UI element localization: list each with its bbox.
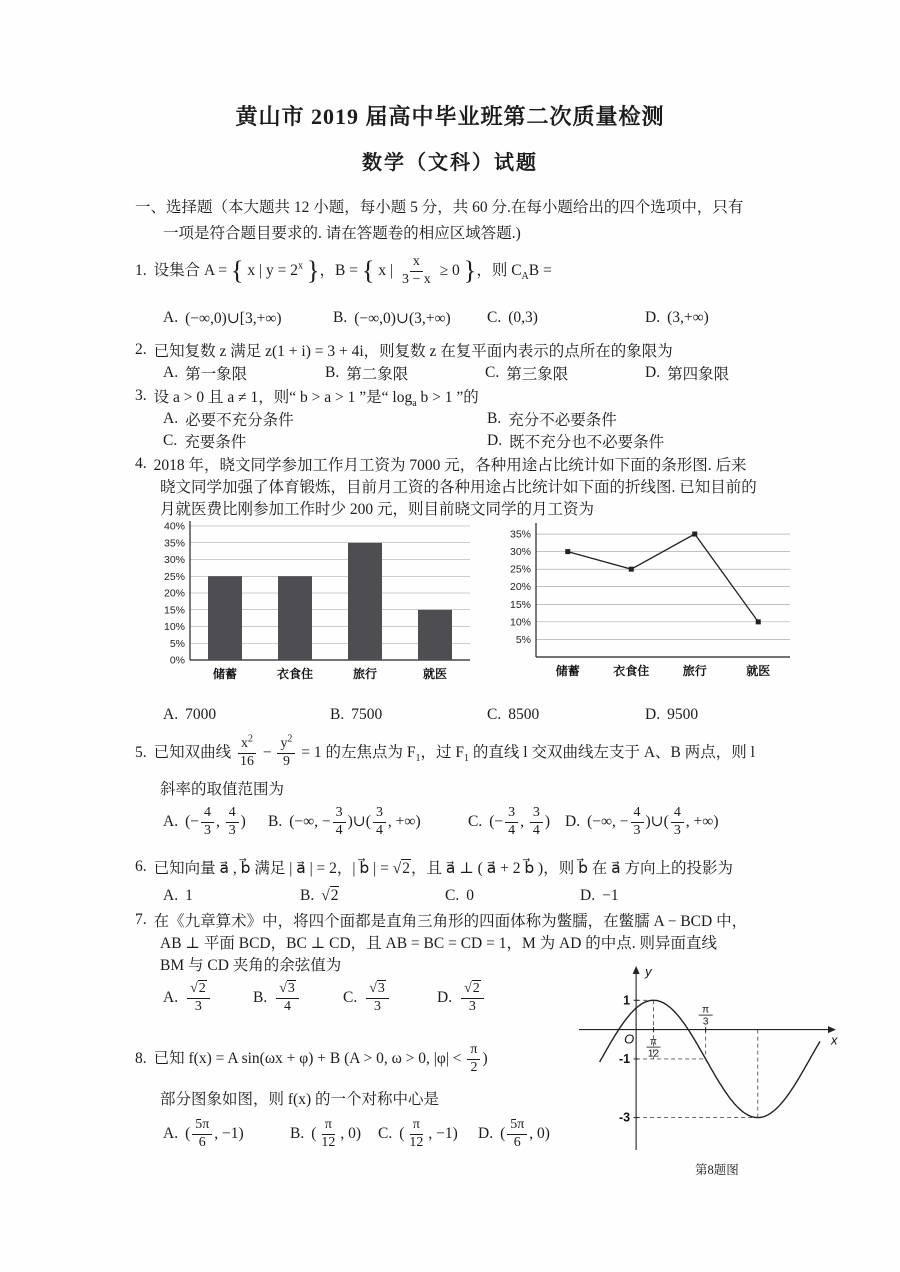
svg-text:3: 3: [702, 1016, 709, 1028]
question-3-option-a: A. 必要不充分条件: [163, 410, 294, 429]
question-8-options: [0, 1110, 900, 1158]
question-7-stem-line2: AB ⊥ 平面 BCD，BC ⊥ CD，且 AB = BC = CD = 1，M 为 AD 的中点. 则异面直线: [160, 935, 718, 952]
svg-text:30%: 30%: [509, 546, 531, 559]
question-2-option-b: B. 第二象限: [325, 364, 409, 383]
svg-text:12: 12: [647, 1048, 660, 1060]
question-5-option-a: A. (− $\frac{4}{3}$ , $\frac{4}{3}$ ): [163, 804, 246, 838]
question-5-option-d: D. (−∞, − $\frac{4}{3}$ )∪( $\frac{4}{3}$ , +∞): [565, 804, 719, 838]
svg-text:-1: -1: [618, 1051, 631, 1066]
question-4-text-line1: 2018 年，晓文同学参加工作月工资为 7000 元，各种用途占比统计如下面的条形图. 后来: [153, 457, 747, 474]
question-8-option-b: B. ( $\frac{\pi}{12}$ , 0): [290, 1116, 361, 1150]
question-7-option-b: B. $\frac{√3}{4}$: [253, 974, 301, 1022]
question-6-text: 已知向量 a⃗ , b⃗ 满足 | a⃗ | = 2，| b⃗ | = √2，且 a⃗ ⊥ ( a⃗ + 2 b⃗ )，则 b⃗ 在 a⃗ 方向上的投影为: [153, 860, 734, 877]
svg-text:25%: 25%: [509, 563, 531, 576]
question-6-option-b: B. √2: [300, 887, 339, 904]
svg-text:35%: 35%: [163, 537, 185, 550]
section-header-line1: 一、选择题（本大题共 12 小题，每小题 5 分，共 60 分.在每小题给出的四个选项中，只有: [135, 199, 744, 216]
question-5-number: 5.: [135, 744, 147, 761]
svg-text:15%: 15%: [509, 598, 531, 611]
question-8-number: 8.: [135, 1050, 147, 1067]
line-chart: [490, 521, 802, 691]
question-1-option-a: A. (−∞,0)∪[3,+∞): [163, 309, 282, 327]
question-4-stem-line3: 月就医费比刚参加工作时少 200 元，则目前晓文同学的月工资为: [160, 501, 595, 518]
svg-text:20%: 20%: [509, 581, 531, 594]
svg-text:20%: 20%: [163, 587, 185, 600]
question-4-option-d: D. 9500: [645, 706, 699, 723]
question-6-option-a: A. 1: [163, 887, 193, 904]
svg-text:25%: 25%: [163, 570, 185, 583]
question-2-option-c: C. 第三象限: [485, 364, 569, 383]
question-5-text-line1: 已知双曲线 $\frac{x^2}{16}$ − $\frac{y^2}{9}$ = 1 的左焦点为 $F_1$，过 $F_1$ 的直线 l 交双曲线左支于 A、B 两点，则 l: [153, 733, 755, 769]
question-5-options: [0, 798, 900, 846]
question-4-option-b: B. 7500: [330, 706, 383, 723]
question-7-option-a: A. $\frac{√2}{3}$: [163, 974, 212, 1022]
question-7-stem-line1: [135, 908, 747, 932]
question-6-options: [0, 884, 900, 908]
question-4-options: [0, 703, 900, 727]
question-5-stem-line1: [135, 730, 755, 776]
question-3-text: 设 a > 0 且 a ≠ 1，则“ b > a > 1 ”是“ $\log_a b > 1$ ”的: [153, 389, 479, 410]
question-5-option-c: C. (− $\frac{3}{4}$ , $\frac{3}{4}$ ): [468, 804, 550, 838]
question-8-stem-line2: 部分图象如图，则 f(x) 的一个对称中心是: [160, 1091, 439, 1108]
question-6-number: 6.: [135, 858, 147, 875]
question-4-stem-line1: [135, 452, 747, 476]
question-3-options-row2: [0, 429, 900, 453]
question-5-option-b: B. (−∞, − $\frac{3}{4}$ )∪( $\frac{3}{4}$ , +∞): [268, 804, 421, 838]
svg-text:40%: 40%: [163, 520, 185, 533]
svg-text:储蓄: 储蓄: [212, 667, 238, 681]
question-7-option-c: C. $\frac{√3}{3}$: [343, 974, 391, 1022]
svg-text:就医: 就医: [422, 667, 448, 681]
svg-text:5%: 5%: [169, 637, 185, 650]
question-6-option-c: C. 0: [445, 887, 474, 904]
section-header-line2: 一项是符合题目要求的. 请在答题卷的相应区域答题.): [163, 225, 521, 242]
question-3-option-b: B. 充分不必要条件: [487, 410, 617, 429]
question-1-options: [0, 306, 900, 330]
page-title: 黄山市 2019 届高中毕业班第二次质量检测: [235, 104, 665, 129]
question-3-option-d: D. 既不充分也不必要条件: [487, 432, 665, 451]
question-1-option-c: C. (0,3): [487, 309, 538, 326]
question-1-text: 设集合 A = { x | $y = 2^x$ }，B = { x | $\frac{x}{3 - x}$ ≥ 0 }，则 $C_AB$ =: [153, 253, 552, 287]
question-7-text-line1: 在《九章算术》中，将四个面都是直角三角形的四面体称为鳖臑，在鳖臑 A − BCD 中，: [153, 913, 748, 930]
question-4-option-c: C. 8500: [487, 706, 540, 723]
question-8-option-a: A. ( $\frac{5\pi}{6}$ , −1): [163, 1116, 244, 1150]
svg-text:衣食住: 衣食住: [613, 664, 650, 678]
question-2-option-d: D. 第四象限: [645, 364, 730, 383]
svg-text:衣食住: 衣食住: [276, 667, 314, 681]
page-subtitle: 数学（文科）试题: [362, 152, 538, 174]
question-1-number: 1.: [135, 262, 147, 279]
question-2-options: [0, 361, 900, 385]
question-1-stem: [135, 248, 552, 294]
question-2-option-a: A. 第一象限: [163, 364, 248, 383]
svg-text:旅行: 旅行: [682, 664, 707, 678]
question-6-stem: [135, 855, 733, 879]
svg-text:1: 1: [623, 993, 631, 1008]
svg-text:10%: 10%: [163, 621, 185, 633]
svg-text:y: y: [645, 964, 652, 979]
question-5-stem-line2: 斜率的取值范围为: [160, 781, 285, 798]
svg-text:35%: 35%: [509, 528, 531, 541]
svg-text:-3: -3: [618, 1110, 631, 1125]
svg-text:15%: 15%: [163, 604, 185, 617]
question-2-stem: [135, 338, 673, 362]
svg-text:就医: 就医: [746, 664, 771, 678]
svg-text:储蓄: 储蓄: [555, 664, 580, 678]
question-7-number: 7.: [135, 911, 147, 928]
question-8-text-line1: 已知 f(x) = A sin(ωx + φ) + B (A > 0, ω > 0, |φ| < $\frac{\pi}{2}$ ): [153, 1041, 488, 1075]
question-1-option-d: D. (3,+∞): [645, 309, 709, 326]
svg-text:5%: 5%: [515, 633, 531, 646]
question-8-option-d: D. ( $\frac{5\pi}{6}$ , 0): [478, 1116, 550, 1150]
figure-caption: 第8题图: [695, 1163, 739, 1177]
svg-text:π: π: [702, 1004, 710, 1016]
question-2-number: 2.: [135, 341, 147, 358]
question-8-option-c: C. ( $\frac{\pi}{12}$ , −1): [378, 1116, 458, 1150]
question-7-stem-line3: BM 与 CD 夹角的余弦值为: [160, 957, 342, 974]
question-3-option-c: C. 充要条件: [163, 432, 247, 451]
svg-text:30%: 30%: [163, 554, 185, 566]
svg-text:0%: 0%: [169, 654, 185, 667]
svg-text:10%: 10%: [509, 616, 531, 629]
question-4-number: 4.: [135, 455, 147, 472]
svg-text:O: O: [624, 1031, 635, 1047]
svg-text:π: π: [650, 1036, 657, 1048]
bar-chart: [148, 514, 478, 696]
question-3-stem: [135, 384, 479, 408]
question-3-options-row1: [0, 407, 900, 431]
question-8-stem-line1: [135, 1036, 488, 1082]
question-3-number: 3.: [135, 387, 147, 404]
question-6-option-d: D. −1: [580, 887, 619, 904]
question-7-option-d: D. $\frac{√2}{3}$: [437, 974, 486, 1022]
question-4-option-a: A. 7000: [163, 706, 217, 723]
question-2-text: 已知复数 z 满足 z(1 + i) = 3 + 4i，则复数 z 在复平面内表示的点所在的象限为: [153, 343, 673, 360]
question-4-stem-line2: 晓文同学加强了体育锻炼，目前月工资的各种用途占比统计如下面的折线图. 已知目前的: [160, 479, 757, 496]
svg-text:x: x: [831, 1032, 838, 1048]
question-1-option-b: B. (−∞,0)∪(3,+∞): [333, 309, 451, 327]
svg-text:旅行: 旅行: [352, 667, 378, 681]
